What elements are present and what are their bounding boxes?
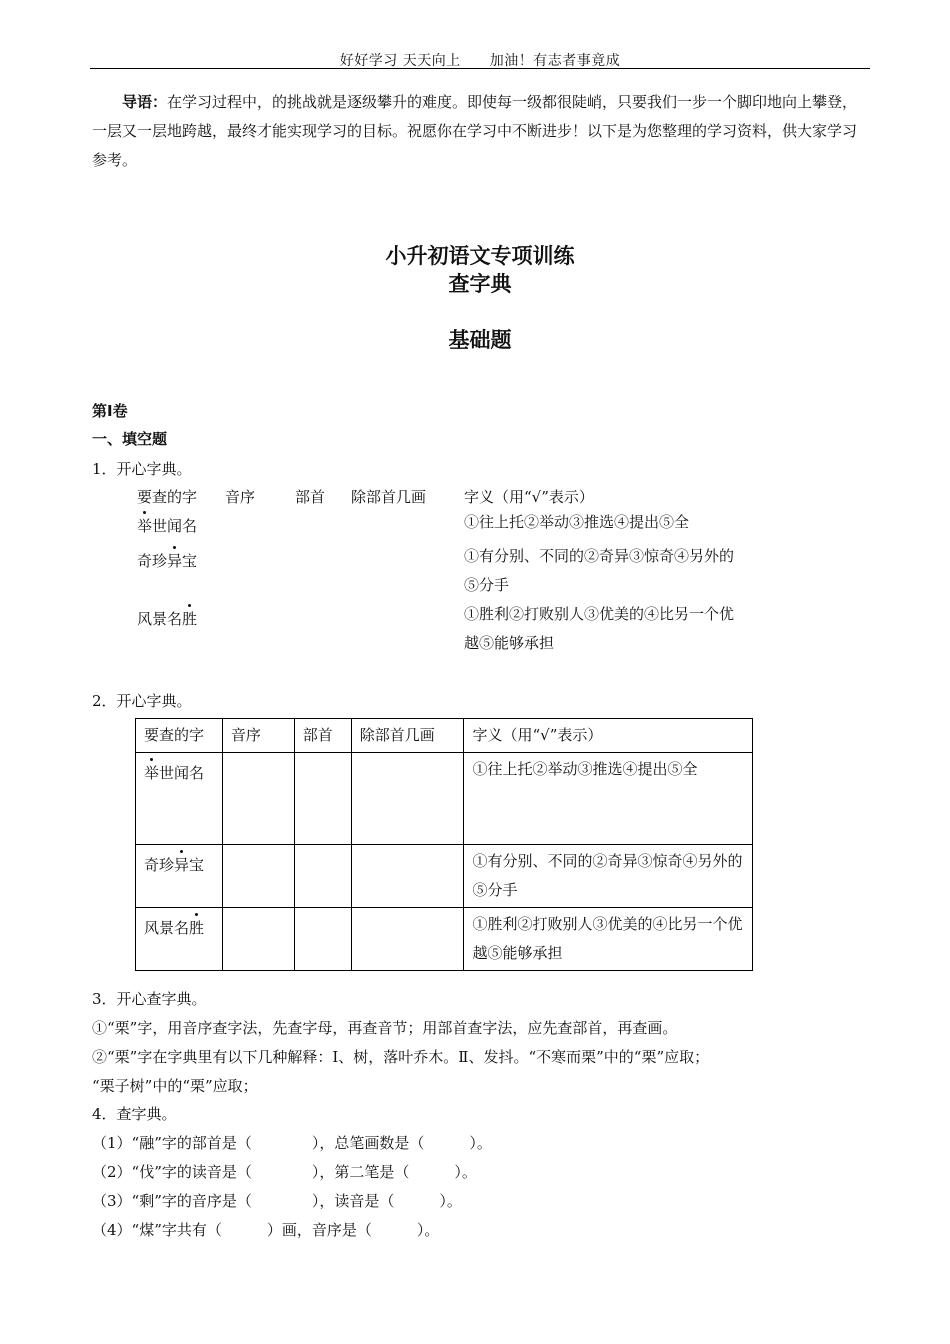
sub-title: 查字典 xyxy=(448,272,512,296)
q4-item-3: （3）“剩”字的音序是（ ），读音是（ ）。 xyxy=(92,1192,462,1210)
q3-title: 3．开心查字典。 xyxy=(92,990,207,1008)
table-meaning-cell: ①往上托②举动③推选④提出⑤全 xyxy=(464,753,753,845)
table-header-row xyxy=(136,719,753,753)
table-row xyxy=(136,908,753,971)
table-row xyxy=(136,753,753,845)
intro-body: 在学习过程中，的挑战就是逐级攀升的难度。即使每一级都很陡峭，只要我们一步一个脚印地向上攀登，一层又一层地跨越，最终才能实现学习的目标。祝愿你在学习中不断进步！以下是为您整理的学习资料，供大家学习参考。 xyxy=(92,93,858,169)
q1-col-meaning: 字义（用“√”表示） xyxy=(464,488,594,506)
table-header-cell: 部首 xyxy=(294,719,351,753)
table-meaning-cell: ①胜利②打败别人③优美的④比另一个优越⑤能够承担 xyxy=(464,908,753,971)
table-row xyxy=(136,845,753,908)
answer-cell[interactable] xyxy=(294,908,351,971)
answer-cell[interactable] xyxy=(351,908,464,971)
answer-cell[interactable] xyxy=(294,753,351,845)
q1-meaning-2: ①有分别、不同的②奇异③惊奇④另外的⑤分手 xyxy=(464,547,735,594)
q1-col-char: 要查的字 xyxy=(137,488,198,506)
q1-word-1: 举世闻名 xyxy=(137,517,198,535)
table-word-cell: 风景名胜 xyxy=(136,908,223,971)
answer-cell[interactable] xyxy=(351,753,464,845)
table-word-cell: 奇珍异宝 xyxy=(136,845,223,908)
table-header-cell: 除部首几画 xyxy=(351,719,464,753)
answer-cell[interactable] xyxy=(222,753,294,845)
q1-word-2: 奇珍异宝 xyxy=(137,552,198,570)
answer-cell[interactable] xyxy=(294,845,351,908)
q1-col-strokes: 除部首几画 xyxy=(351,488,427,506)
intro-paragraph xyxy=(92,88,870,175)
q2-title: 2．开心字典。 xyxy=(92,692,192,710)
q1-title: 1．开心字典。 xyxy=(92,460,192,478)
main-title: 小升初语文专项训练 xyxy=(385,244,575,268)
table-header-cell: 要查的字 xyxy=(136,719,223,753)
dictionary-table xyxy=(135,718,753,971)
part-one-heading: 一、填空题 xyxy=(92,430,168,448)
header-rule xyxy=(90,68,870,69)
table-header-cell: 音序 xyxy=(222,719,294,753)
table-word-cell: 举世闻名 xyxy=(136,753,223,845)
q4-item-4: （4）“煤”字共有（ ）画，音序是（ ）。 xyxy=(92,1221,440,1239)
intro-lead: 导语： xyxy=(122,93,168,111)
answer-cell[interactable] xyxy=(222,845,294,908)
q3-line-2: ②“栗”字在字典里有以下几种解释：Ⅰ、树，落叶乔木。Ⅱ、发抖。“不寒而栗”中的“栗”应取； xyxy=(92,1048,710,1066)
q1-col-order: 音序 xyxy=(225,488,256,506)
table-meaning-cell: ①有分别、不同的②奇异③惊奇④另外的⑤分手 xyxy=(464,845,753,908)
page-header: 好好学习 天天向上 加油！有志者事竟成 xyxy=(339,53,621,69)
q1-word-3: 风景名胜 xyxy=(137,610,198,628)
q3-line-3: “栗子树”中的“栗”应取； xyxy=(92,1077,258,1095)
q1-meaning-1: ①往上托②举动③推选④提出⑤全 xyxy=(464,513,690,531)
q4-title: 4．查字典。 xyxy=(92,1105,177,1123)
answer-cell[interactable] xyxy=(351,845,464,908)
q4-item-2: （2）“伐”字的读音是（ ），第二笔是（ ）。 xyxy=(92,1163,477,1181)
section-title: 基础题 xyxy=(448,328,512,352)
q3-line-1: ①“栗”字，用音序查字法，先查字母，再查音节；用部首查字法，应先查部首，再查画。 xyxy=(92,1019,678,1037)
table-header-cell: 字义（用“√”表示） xyxy=(464,719,753,753)
q1-col-radical: 部首 xyxy=(295,488,326,506)
q4-item-1: （1）“融”字的部首是（ ），总笔画数是（ ）。 xyxy=(92,1134,492,1152)
answer-cell[interactable] xyxy=(222,908,294,971)
volume-label: 第Ⅰ卷 xyxy=(92,402,128,420)
q1-meaning-3: ①胜利②打败别人③优美的④比另一个优越⑤能够承担 xyxy=(464,605,735,652)
